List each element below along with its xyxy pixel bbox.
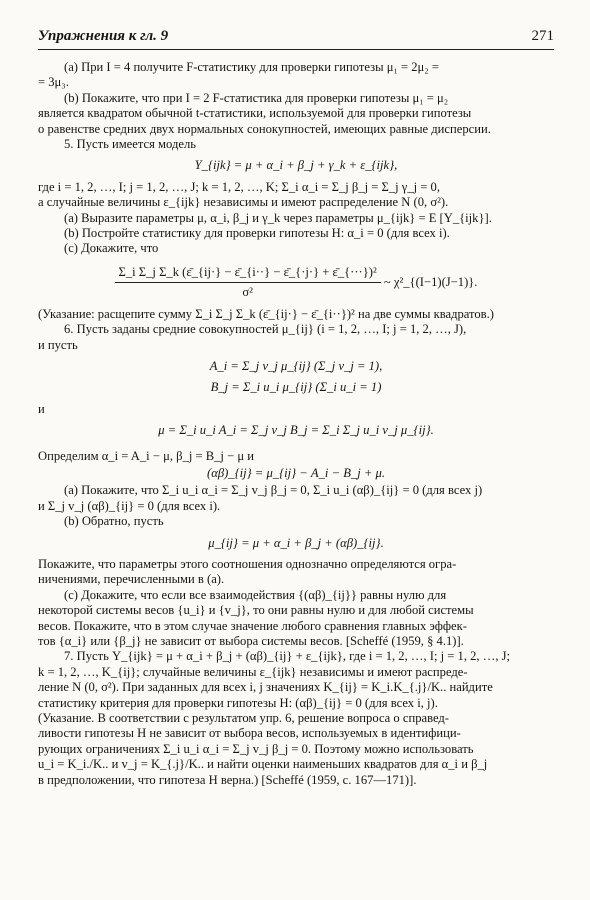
text-line: ление N (0, σ²). При заданных для всех i, j значениях K_{ij} = K_i.K_{.j}/K.. найдите (38, 680, 493, 695)
text-line: Покажите, что параметры этого соотношения однозначно определяются огра- (38, 556, 457, 571)
text-body (38, 60, 554, 788)
text-line: = 3μ₃. (38, 75, 69, 90)
equation-interaction: (αβ)_{ij} = μ_{ij} − A_i − B_j + μ. (207, 465, 385, 480)
text-line: (a) Выразите параметры μ, α_i, β_j и γ_k через параметры μ_{ijk} = E [Y_{ijk}]. (64, 210, 492, 225)
exercise-7: 7. Пусть Y_{ijk} = μ + α_i + β_j + (αβ)_{ij} + ε_{ijk}, где i = 1, 2, …, I; j = 1, 2, …, J; (64, 649, 511, 664)
text-line: (c) Докажите, что если все взаимодействия {(αβ)_{ij}} равны нулю для (64, 587, 447, 602)
page-number: 271 (531, 28, 554, 44)
text-line: (a) Покажите, что Σ_i u_i α_i = Σ_j v_j β_j = 0, Σ_i u_i (αβ)_{ij} = 0 (для всех j) (64, 483, 483, 498)
exercise-6: 6. Пусть заданы средние совокупностей μ_{ij} (i = 1, 2, …, I; j = 1, 2, …, J), (64, 322, 467, 337)
text-line: (c) Докажите, что (64, 241, 159, 256)
equation-muij: μ_{ij} = μ + α_i + β_j + (αβ)_{ij}. (208, 535, 384, 550)
fraction-denominator: σ² (242, 285, 253, 300)
text-line: весов. Покажите, что в этом случае значение любого сравнения главных эффек- (38, 618, 467, 633)
text-line: ничениями, перечисленными в (a). (38, 572, 225, 587)
exercise-5: 5. Пусть имеется модель (64, 137, 196, 152)
running-header (38, 28, 554, 50)
text-line: и (38, 401, 45, 416)
text-line: (Указание. В соответствии с результатом упр. 6, решение вопроса о справед- (38, 711, 449, 726)
text-line: ливости гипотезы H не зависит от выбора весов, используемых в идентифици- (38, 726, 461, 741)
text-line: статистику критерия для проверки гипотезы H: (αβ)_{ij} = 0 (для всех i, j). (38, 695, 438, 710)
text-line: рующих ограничениях Σ_i u_i α_i = Σ_j v_j β_j = 0. Поэтому можно использовать (38, 741, 474, 756)
text-line: u_i = K_i./K.. и v_j = K_{.j}/K.. и найти оценки наименьших квадратов для α_i и β_j (38, 757, 488, 772)
text-line: о равенстве средних двух нормальных сонокупностей, имеющих равные дисперсии. (38, 121, 491, 136)
text-line: (b) Постройте статистику для проверки гипотезы H: α_i = 0 (для всех i). (64, 226, 450, 241)
text-line: тов {α_i} или {β_j} не зависит от выбора системы весов. [Scheffé (1959, § 4.1)]. (38, 634, 464, 648)
text-line: и пусть (38, 337, 78, 352)
hint-line: (Указание: расщепите сумму Σ_i Σ_j Σ_k (ε̄_{ij·} − ε̄_{i··})² на две суммы квадратов.) (38, 306, 494, 321)
equation-A: A_i = Σ_j v_j μ_{ij} (Σ_j v_j = 1), (209, 358, 383, 373)
text-line: некоторой системы весов {u_i} и {v_j}, то они равны нулю и для любой системы (38, 603, 474, 618)
equation-model: Y_{ijk} = μ + α_i + β_j + γ_k + ε_{ijk}, (194, 158, 398, 173)
equation-B: B_j = Σ_i u_i μ_{ij} (Σ_i u_i = 1) (210, 380, 382, 395)
text-line: k = 1, 2, …, K_{ij}; случайные величины ε_{ijk} независимы и имеют распреде- (38, 664, 468, 679)
text-line: Определим α_i = A_i − μ, β_j = B_j − μ и (38, 448, 254, 463)
text-line: (b) Обратно, пусть (64, 514, 164, 529)
text-line: и Σ_j v_j (αβ)_{ij} = 0 (для всех i). (38, 498, 221, 513)
fraction (115, 265, 381, 301)
text-line: где i = 1, 2, …, I; j = 1, 2, …, J; k = 1, 2, …, K; Σ_i α_i = Σ_j β_j = Σ_j γ_j = 0, (38, 179, 440, 194)
fraction-numerator: Σ_i Σ_j Σ_k (ε̄_{ij·} − ε̄_{i··} − ε̄_{·j·} + ε̄_{···})² (115, 265, 381, 283)
text-line: в предположении, что гипотеза H верна.) [Scheffé (1959, c. 167—171)]. (38, 772, 417, 787)
page (38, 28, 554, 788)
text-line: а случайные величины ε_{ijk} независимы и имеют распределение N (0, σ²). (38, 195, 449, 210)
chi-square-formula (38, 265, 554, 301)
text-line: (a) При I = 4 получите F-статистику для проверки гипотезы μ₁ = 2μ₂ = (64, 60, 439, 74)
fraction-rhs: ~ χ²_{(I−1)(J−1)}. (383, 274, 478, 289)
text-line: является квадратом обычной t-статистики, используемой для проверки гипотезы (38, 106, 472, 121)
header-title: Упражнения к гл. 9 (38, 28, 169, 44)
equation-mu: μ = Σ_i u_i A_i = Σ_j v_j B_j = Σ_i Σ_j u_i v_j μ_{ij}. (158, 423, 434, 438)
text-line: (b) Покажите, что при I = 2 F-статистика для проверки гипотезы μ₁ = μ₂ (64, 90, 449, 105)
